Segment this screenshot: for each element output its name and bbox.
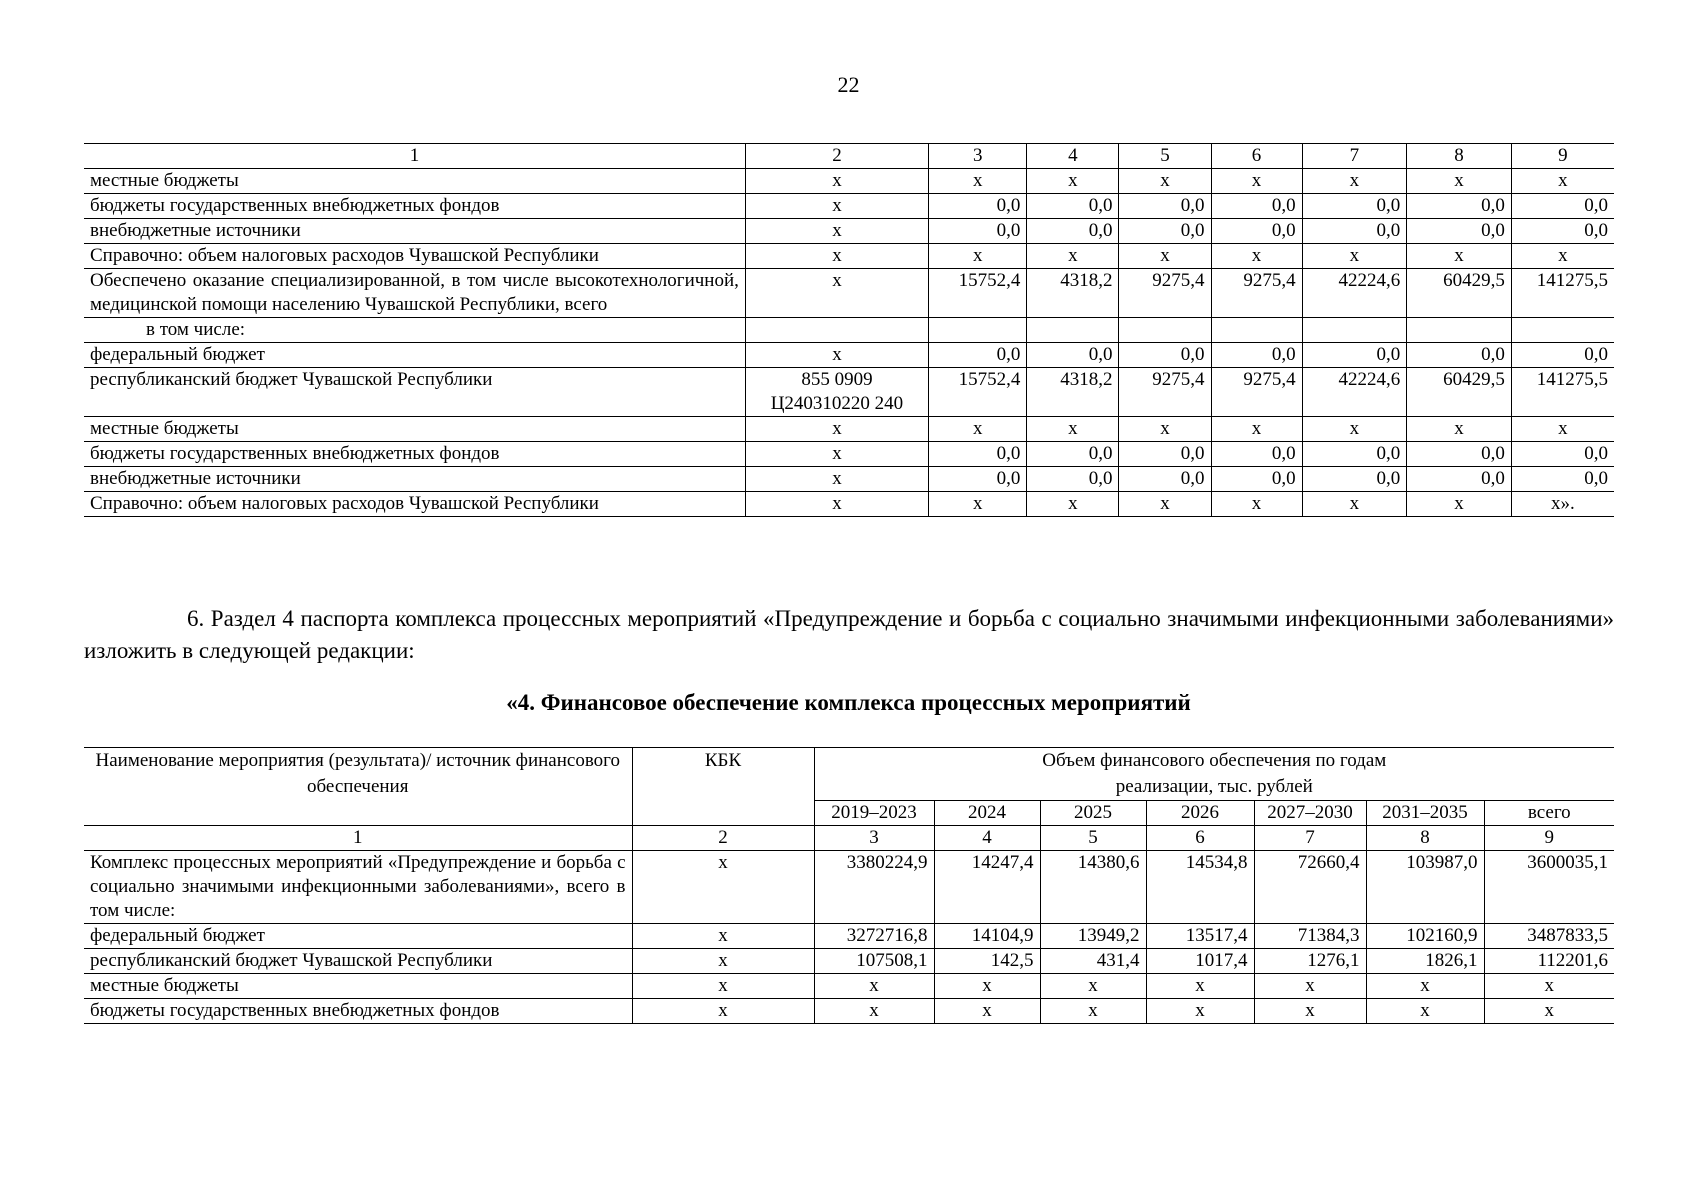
value-cell: 0,0 bbox=[929, 219, 1027, 244]
kbk-cell: х bbox=[745, 417, 928, 442]
value-cell: 0,0 bbox=[1302, 343, 1407, 368]
value-cell: 0,0 bbox=[1027, 194, 1119, 219]
header-cell: 4 bbox=[1027, 144, 1119, 169]
value-cell bbox=[929, 318, 1027, 343]
value-cell: 9275,4 bbox=[1211, 368, 1302, 417]
value-cell: 0,0 bbox=[1407, 194, 1512, 219]
header-cell: 6 bbox=[1211, 144, 1302, 169]
value-cell: 0,0 bbox=[929, 343, 1027, 368]
value-cell: 15752,4 bbox=[929, 368, 1027, 417]
value-cell: 0,0 bbox=[1027, 343, 1119, 368]
period-header: 2019–2023 bbox=[814, 801, 934, 826]
value-cell: 0,0 bbox=[1407, 467, 1512, 492]
value-cell: х bbox=[929, 417, 1027, 442]
header-cell: 3 bbox=[929, 144, 1027, 169]
number-cell: 9 bbox=[1484, 826, 1614, 851]
number-cell: 2 bbox=[632, 826, 814, 851]
kbk-cell: х bbox=[745, 194, 928, 219]
value-cell: х bbox=[1407, 169, 1512, 194]
value-cell bbox=[1027, 318, 1119, 343]
table-head-row bbox=[84, 748, 1614, 801]
table-row-column-numbers bbox=[84, 826, 1614, 851]
value-cell: х bbox=[1146, 999, 1254, 1024]
funding-table-continued bbox=[84, 143, 1614, 517]
value-cell: х bbox=[1027, 244, 1119, 269]
value-cell: х bbox=[1511, 169, 1614, 194]
value-cell: 0,0 bbox=[1407, 442, 1512, 467]
value-cell: 3487833,5 bbox=[1484, 924, 1614, 949]
value-cell: х bbox=[1407, 492, 1512, 517]
number-cell: 6 bbox=[1146, 826, 1254, 851]
value-cell: 141275,5 bbox=[1511, 269, 1614, 318]
value-cell: х bbox=[1027, 417, 1119, 442]
value-cell: х bbox=[1027, 169, 1119, 194]
period-header: 2024 bbox=[934, 801, 1040, 826]
value-cell: х bbox=[1254, 974, 1366, 999]
kbk-cell: х bbox=[632, 924, 814, 949]
value-cell: 9275,4 bbox=[1119, 368, 1211, 417]
value-cell: х bbox=[1040, 999, 1146, 1024]
value-cell: х bbox=[1511, 417, 1614, 442]
number-cell: 1 bbox=[84, 826, 632, 851]
kbk-cell: х bbox=[745, 492, 928, 517]
row-label: бюджеты государственных внебюджетных фондов bbox=[84, 999, 632, 1024]
value-cell: 0,0 bbox=[1211, 442, 1302, 467]
header-cell: 7 bbox=[1302, 144, 1407, 169]
table-row bbox=[84, 219, 1614, 244]
value-cell: 72660,4 bbox=[1254, 851, 1366, 924]
period-header: 2026 bbox=[1146, 801, 1254, 826]
value-cell: х bbox=[1302, 244, 1407, 269]
value-cell: 3600035,1 bbox=[1484, 851, 1614, 924]
table-row bbox=[84, 269, 1614, 318]
value-cell: 1017,4 bbox=[1146, 949, 1254, 974]
number-cell: 4 bbox=[934, 826, 1040, 851]
value-cell: 0,0 bbox=[1302, 442, 1407, 467]
value-cell: 0,0 bbox=[1119, 194, 1211, 219]
table-row bbox=[84, 999, 1614, 1024]
row-label: федеральный бюджет bbox=[84, 343, 745, 368]
value-cell: 112201,6 bbox=[1484, 949, 1614, 974]
kbk-cell: х bbox=[632, 999, 814, 1024]
row-label: Комплекс процессных мероприятий «Предупреждение и борьба с социально значимыми инфекционными заболеваниями», всего в том числе: bbox=[84, 851, 632, 924]
row-label: Обеспечено оказание специализированной, в том числе высокотехнологичной, медицинской помощи населению Чувашской Республики, всего bbox=[84, 269, 745, 318]
table-top-body bbox=[84, 144, 1614, 517]
table-row bbox=[84, 343, 1614, 368]
value-cell: х bbox=[1146, 974, 1254, 999]
value-cell: 1826,1 bbox=[1366, 949, 1484, 974]
table-bottom-body bbox=[84, 748, 1614, 1024]
value-cell: х bbox=[1302, 492, 1407, 517]
row-label: внебюджетные источники bbox=[84, 467, 745, 492]
value-cell: х bbox=[1040, 974, 1146, 999]
period-header: 2025 bbox=[1040, 801, 1146, 826]
number-cell: 8 bbox=[1366, 826, 1484, 851]
kbk-cell: х bbox=[745, 169, 928, 194]
financing-table bbox=[84, 747, 1614, 1024]
number-cell: 3 bbox=[814, 826, 934, 851]
row-label: бюджеты государственных внебюджетных фондов bbox=[84, 442, 745, 467]
value-cell: 13517,4 bbox=[1146, 924, 1254, 949]
value-cell bbox=[1211, 318, 1302, 343]
kbk-cell: х bbox=[745, 244, 928, 269]
value-cell: 0,0 bbox=[1211, 467, 1302, 492]
value-cell: 9275,4 bbox=[1211, 269, 1302, 318]
table-row bbox=[84, 368, 1614, 417]
value-cell: х bbox=[1254, 999, 1366, 1024]
value-cell: 0,0 bbox=[1302, 194, 1407, 219]
kbk-cell: х bbox=[632, 851, 814, 924]
row-label: Справочно: объем налоговых расходов Чувашской Республики bbox=[84, 492, 745, 517]
value-cell: х bbox=[814, 974, 934, 999]
value-cell: 0,0 bbox=[1211, 194, 1302, 219]
value-cell: 9275,4 bbox=[1119, 269, 1211, 318]
value-cell: 71384,3 bbox=[1254, 924, 1366, 949]
value-cell: х bbox=[1119, 244, 1211, 269]
value-cell: 141275,5 bbox=[1511, 368, 1614, 417]
value-cell: 431,4 bbox=[1040, 949, 1146, 974]
table-row bbox=[84, 492, 1614, 517]
value-cell: 103987,0 bbox=[1366, 851, 1484, 924]
kbk-cell: х bbox=[745, 442, 928, 467]
value-cell: 0,0 bbox=[1407, 219, 1512, 244]
value-cell: 60429,5 bbox=[1407, 368, 1512, 417]
value-cell: 142,5 bbox=[934, 949, 1040, 974]
value-cell: х bbox=[929, 244, 1027, 269]
value-cell: 0,0 bbox=[1302, 219, 1407, 244]
value-cell: 0,0 bbox=[1302, 467, 1407, 492]
value-cell: х bbox=[1211, 492, 1302, 517]
table-row bbox=[84, 194, 1614, 219]
row-label: республиканский бюджет Чувашской Республики bbox=[84, 949, 632, 974]
value-cell: 14380,6 bbox=[1040, 851, 1146, 924]
table-row bbox=[84, 949, 1614, 974]
value-cell: х bbox=[814, 999, 934, 1024]
value-cell: х bbox=[1302, 169, 1407, 194]
value-cell: х bbox=[1211, 244, 1302, 269]
table-row bbox=[84, 417, 1614, 442]
value-cell: 4318,2 bbox=[1027, 269, 1119, 318]
kbk-cell: х bbox=[632, 949, 814, 974]
column-header-name: Наименование мероприятия (результата)/ источник финансового обеспечения bbox=[84, 748, 632, 826]
value-cell: х bbox=[1407, 417, 1512, 442]
kbk-cell bbox=[745, 318, 928, 343]
value-cell: х bbox=[1119, 169, 1211, 194]
row-label: внебюджетные источники bbox=[84, 219, 745, 244]
value-cell: 14104,9 bbox=[934, 924, 1040, 949]
page-number: 22 bbox=[837, 72, 860, 97]
column-header-group: Объем финансового обеспечения по годам реализации, тыс. рублей bbox=[814, 748, 1614, 801]
table-row bbox=[84, 169, 1614, 194]
row-label: местные бюджеты bbox=[84, 974, 632, 999]
value-cell: х bbox=[1119, 417, 1211, 442]
column-header-kbk: КБК bbox=[632, 748, 814, 826]
table-row bbox=[84, 244, 1614, 269]
row-label: республиканский бюджет Чувашской Республики bbox=[84, 368, 745, 417]
kbk-cell: х bbox=[632, 974, 814, 999]
value-cell: х bbox=[1484, 999, 1614, 1024]
kbk-cell: 855 0909 Ц240310220 240 bbox=[745, 368, 928, 417]
header-cell: 9 bbox=[1511, 144, 1614, 169]
row-label: местные бюджеты bbox=[84, 169, 745, 194]
value-cell: 0,0 bbox=[1407, 343, 1512, 368]
kbk-cell: х bbox=[745, 219, 928, 244]
value-cell: х bbox=[1302, 417, 1407, 442]
value-cell: 0,0 bbox=[1211, 343, 1302, 368]
value-cell: 14534,8 bbox=[1146, 851, 1254, 924]
value-cell: 3272716,8 bbox=[814, 924, 934, 949]
value-cell: х bbox=[1407, 244, 1512, 269]
value-cell: 0,0 bbox=[1119, 343, 1211, 368]
value-cell bbox=[1407, 318, 1512, 343]
value-cell: х». bbox=[1511, 492, 1614, 517]
row-label: местные бюджеты bbox=[84, 417, 745, 442]
period-header: всего bbox=[1484, 801, 1614, 826]
table-row bbox=[84, 924, 1614, 949]
period-header: 2027–2030 bbox=[1254, 801, 1366, 826]
table-row bbox=[84, 442, 1614, 467]
section-heading: «4. Финансовое обеспечение комплекса процессных мероприятий bbox=[506, 690, 1191, 715]
kbk-cell: х bbox=[745, 269, 928, 318]
value-cell: х bbox=[1484, 974, 1614, 999]
value-cell: 0,0 bbox=[1511, 442, 1614, 467]
table-row bbox=[84, 974, 1614, 999]
value-cell: х bbox=[1211, 417, 1302, 442]
value-cell: х bbox=[1511, 244, 1614, 269]
value-cell: 0,0 bbox=[1119, 467, 1211, 492]
value-cell: 13949,2 bbox=[1040, 924, 1146, 949]
value-cell: 0,0 bbox=[1511, 343, 1614, 368]
row-label: федеральный бюджет bbox=[84, 924, 632, 949]
row-label: бюджеты государственных внебюджетных фондов bbox=[84, 194, 745, 219]
row-label: Справочно: объем налоговых расходов Чувашской Республики bbox=[84, 244, 745, 269]
number-cell: 5 bbox=[1040, 826, 1146, 851]
value-cell: 0,0 bbox=[1119, 442, 1211, 467]
value-cell: 0,0 bbox=[929, 194, 1027, 219]
table-row bbox=[84, 851, 1614, 924]
value-cell: х bbox=[1366, 999, 1484, 1024]
value-cell: 4318,2 bbox=[1027, 368, 1119, 417]
value-cell: х bbox=[934, 999, 1040, 1024]
value-cell: 15752,4 bbox=[929, 269, 1027, 318]
value-cell: 107508,1 bbox=[814, 949, 934, 974]
value-cell: 0,0 bbox=[1511, 467, 1614, 492]
amendment-paragraph: 6. Раздел 4 паспорта комплекса процессных мероприятий «Предупреждение и борьба с социально значимыми инфекционными заболеваниями» изложить в следующей редакции: bbox=[84, 606, 1614, 663]
value-cell: 0,0 bbox=[929, 442, 1027, 467]
kbk-cell: х bbox=[745, 343, 928, 368]
value-cell: 1276,1 bbox=[1254, 949, 1366, 974]
value-cell: 0,0 bbox=[1211, 219, 1302, 244]
value-cell: 42224,6 bbox=[1302, 368, 1407, 417]
value-cell bbox=[1119, 318, 1211, 343]
value-cell bbox=[1302, 318, 1407, 343]
value-cell: х bbox=[929, 169, 1027, 194]
table-row bbox=[84, 318, 1614, 343]
value-cell: 60429,5 bbox=[1407, 269, 1512, 318]
value-cell: 3380224,9 bbox=[814, 851, 934, 924]
value-cell: х bbox=[929, 492, 1027, 517]
value-cell: 0,0 bbox=[1511, 219, 1614, 244]
value-cell: 0,0 bbox=[1511, 194, 1614, 219]
value-cell: 0,0 bbox=[929, 467, 1027, 492]
value-cell: 42224,6 bbox=[1302, 269, 1407, 318]
header-cell: 1 bbox=[84, 144, 745, 169]
number-cell: 7 bbox=[1254, 826, 1366, 851]
value-cell: 0,0 bbox=[1027, 442, 1119, 467]
value-cell: 0,0 bbox=[1119, 219, 1211, 244]
table-row-column-numbers bbox=[84, 144, 1614, 169]
value-cell: х bbox=[1119, 492, 1211, 517]
value-cell: х bbox=[1211, 169, 1302, 194]
value-cell: 0,0 bbox=[1027, 467, 1119, 492]
header-cell: 8 bbox=[1407, 144, 1512, 169]
value-cell bbox=[1511, 318, 1614, 343]
table-row bbox=[84, 467, 1614, 492]
header-cell: 2 bbox=[745, 144, 928, 169]
value-cell: х bbox=[934, 974, 1040, 999]
value-cell: х bbox=[1366, 974, 1484, 999]
value-cell: х bbox=[1027, 492, 1119, 517]
row-label: в том числе: bbox=[84, 318, 745, 343]
header-cell: 5 bbox=[1119, 144, 1211, 169]
period-header: 2031–2035 bbox=[1366, 801, 1484, 826]
value-cell: 0,0 bbox=[1027, 219, 1119, 244]
kbk-cell: х bbox=[745, 467, 928, 492]
value-cell: 14247,4 bbox=[934, 851, 1040, 924]
value-cell: 102160,9 bbox=[1366, 924, 1484, 949]
